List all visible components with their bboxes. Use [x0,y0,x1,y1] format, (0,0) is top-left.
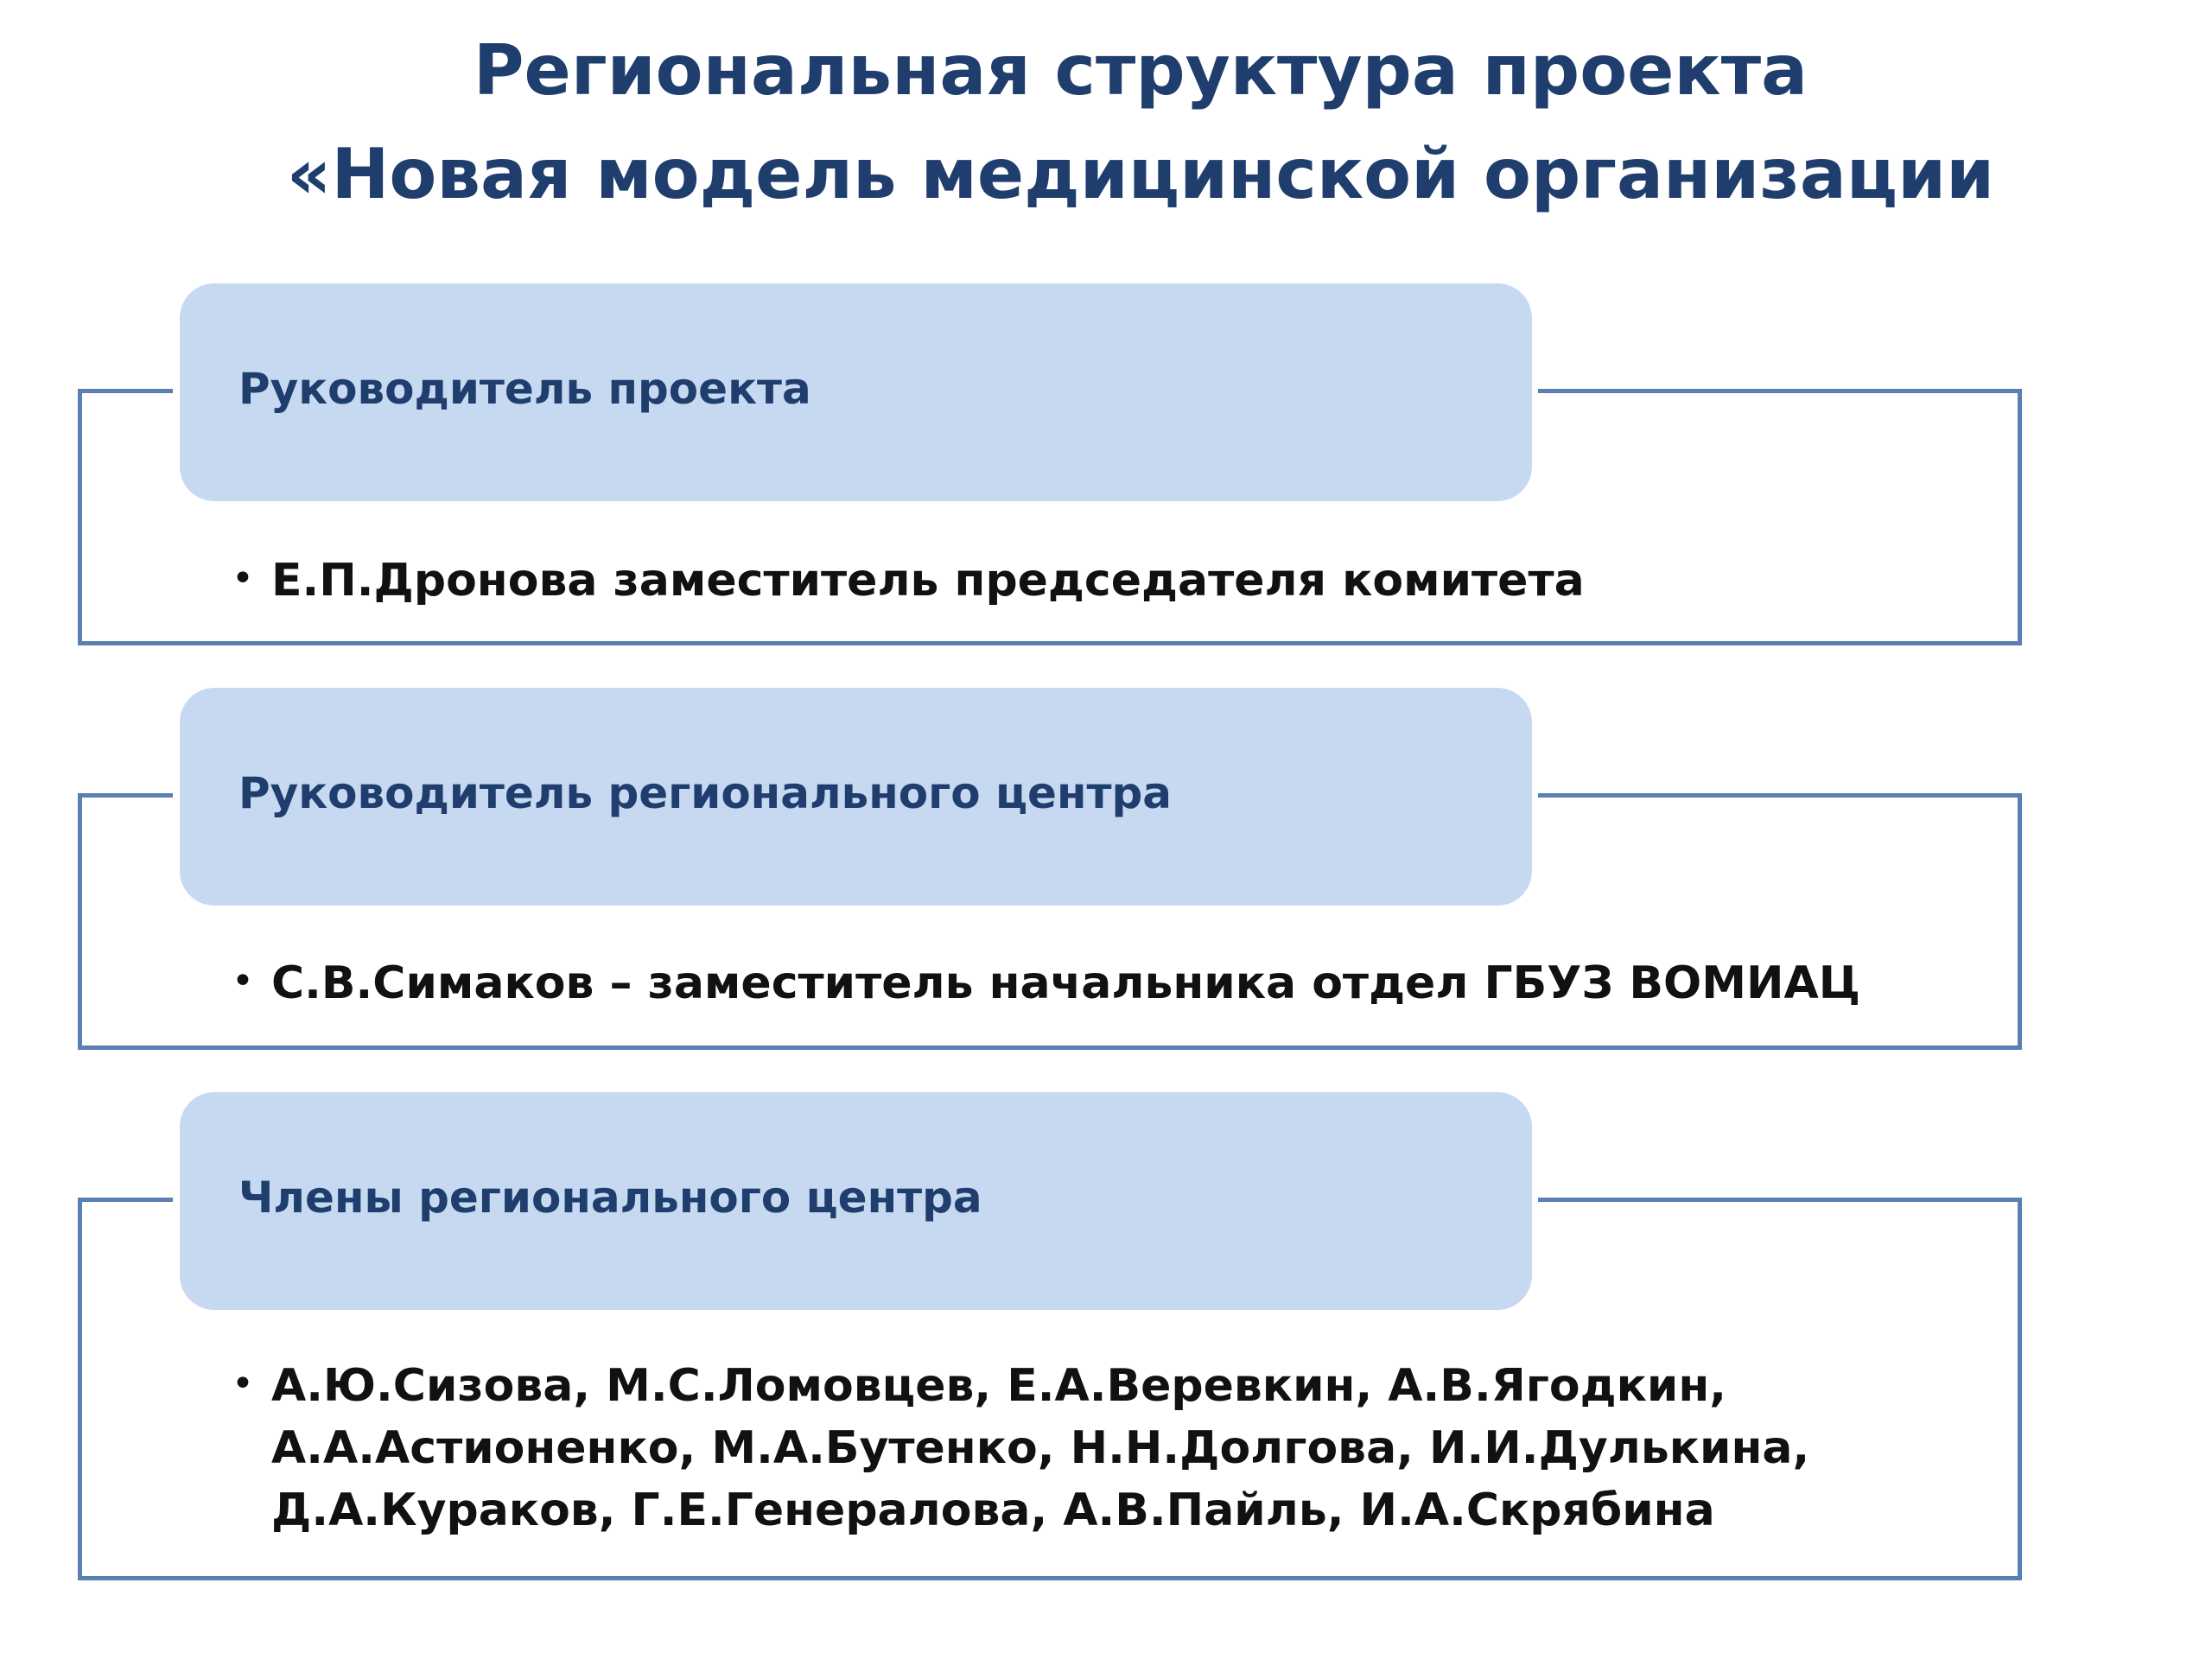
body-line: А.Ю.Сизова, М.С.Ломовцев, Е.А.Веревкин, А.В.Ягодкин, [271,1360,1727,1412]
body-line: Д.А.Кураков, Г.Е.Генералова, А.В.Пайль, И.А.Скрябина [271,1484,1715,1536]
bullet-icon: • [232,959,254,1003]
body-line: Е.П.Дронова заместитель председателя комитета [271,555,1585,607]
bullet-icon: • [232,556,254,601]
section-header-box [180,1092,1532,1310]
section-header-box [180,688,1532,906]
section-header-box [180,283,1532,501]
section-body [271,550,1585,612]
bullet-icon: • [232,1362,254,1406]
section-header-label: Руководитель регионального центра [238,768,1173,818]
body-line: С.В.Симаков – заместитель начальника отдел ГБУЗ ВОМИАЦ [271,957,1861,1009]
title-line-2: «Новая модель медицинской организации [286,134,1995,214]
body-line: А.А.Астионенко, М.А.Бутенко, Н.Н.Долгова, И.И.Дулькина, [271,1422,1810,1474]
section-header-label: Руководитель проекта [238,364,811,414]
section-body [271,1355,1809,1541]
section-body [271,952,1860,1014]
title-line-1: Региональная структура проекта [473,30,1808,111]
section-header-label: Члены регионального центра [238,1173,982,1223]
page-title [0,19,2212,226]
